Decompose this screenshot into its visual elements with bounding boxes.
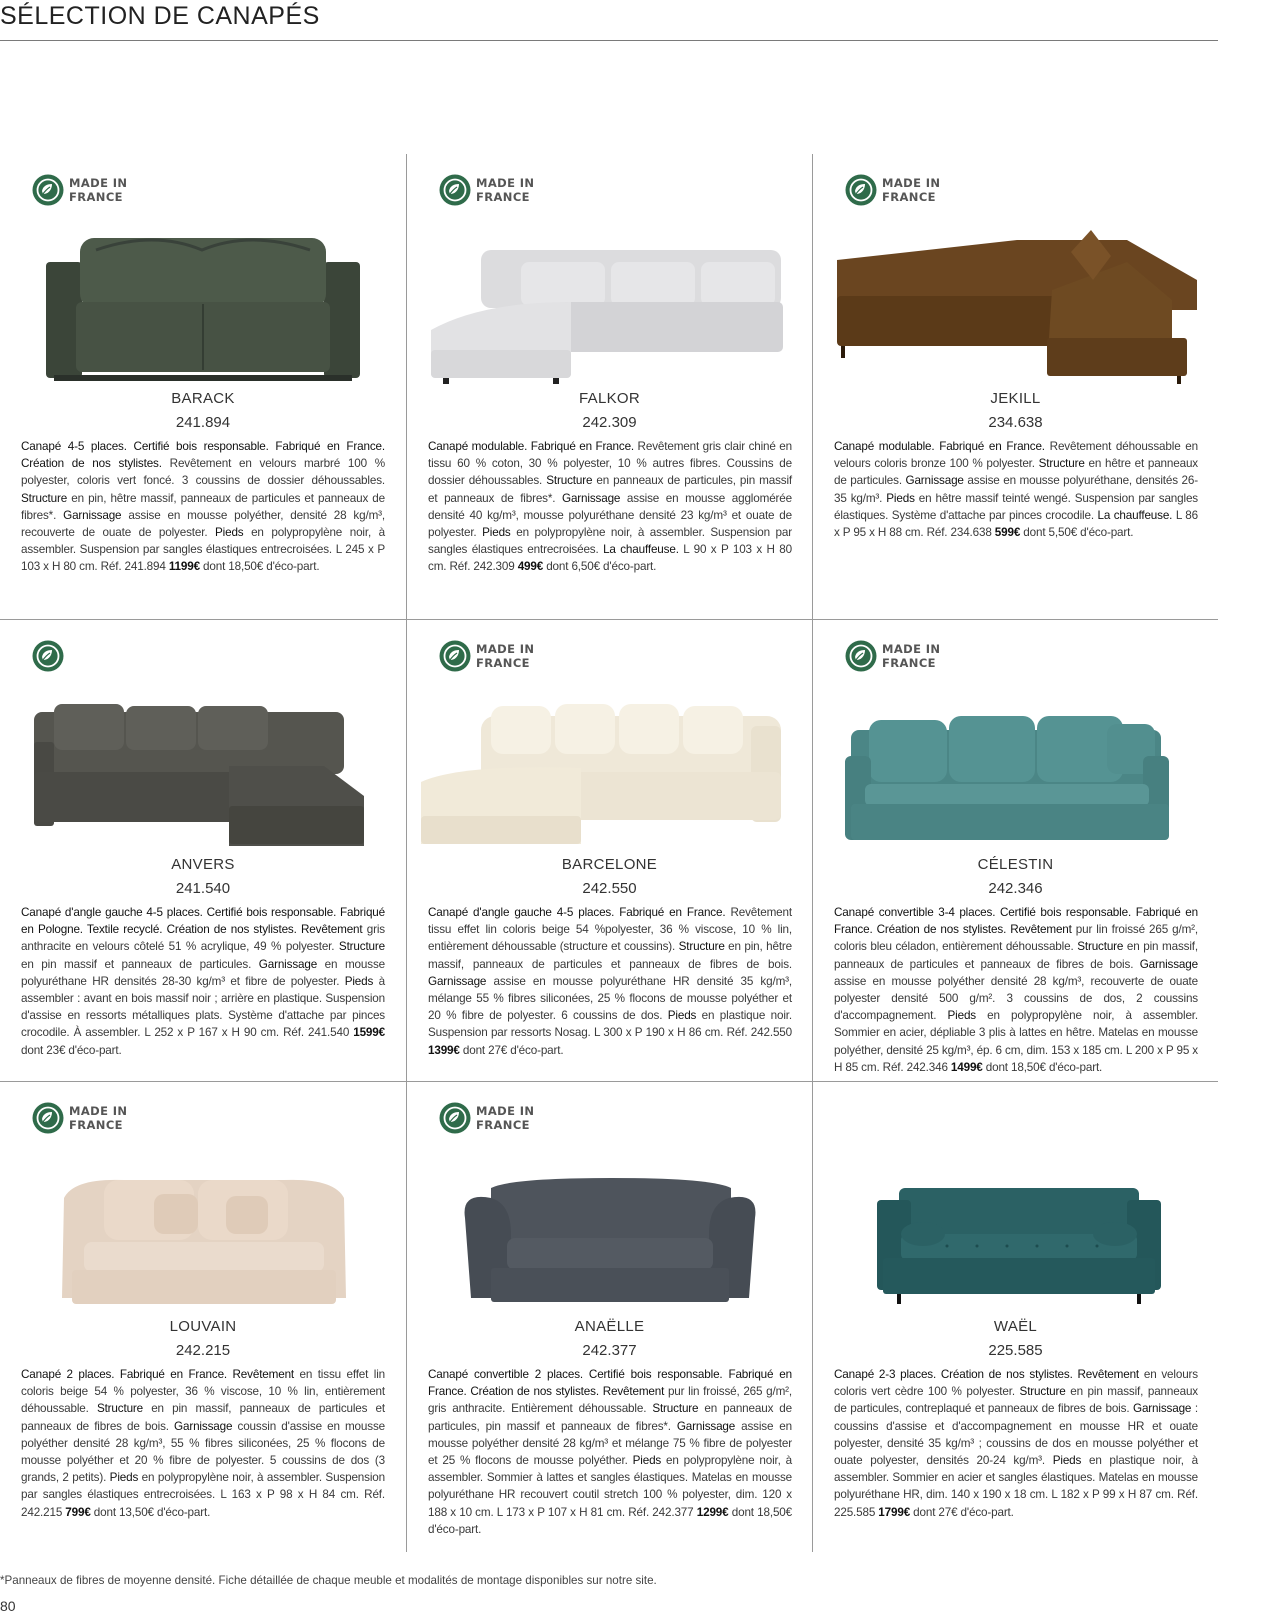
badge-line-2: FRANCE <box>882 190 936 204</box>
globe-leaf-icon <box>845 640 877 672</box>
product-price: 1199€ <box>168 560 200 574</box>
description-highlight: Garnissage <box>1139 957 1198 971</box>
description-highlight: Canapé 2 places. Fabriqué en France. <box>21 1368 228 1381</box>
description-text: en plastique noir, à assembler. Sommier en acier et sangles élastiques. Matelas en mousse polyuréthane HR, dim. 140 x 190 x 18 cm. L 182 x P 99 x H 87 cm. Réf. 225.585 <box>834 1454 1198 1519</box>
globe-leaf-icon <box>32 640 64 672</box>
description-highlight: Structure <box>678 940 725 954</box>
product-card-anaelle <box>406 1082 812 1552</box>
description-text: dont 13,50€ d'éco-part. <box>90 1505 211 1519</box>
product-price: 599€ <box>994 526 1021 540</box>
description-highlight: Revêtement <box>300 923 363 937</box>
product-description <box>428 1366 792 1538</box>
product-price: 1399€ <box>428 1043 460 1057</box>
description-text: en tissu effet lin coloris beige 54 % polyester, 36 % viscose, 10 % lin, entièrement déhoussable. <box>21 1368 385 1416</box>
description-text: pur lin froissé 265 g/m², coloris bleu céladon, entièrement déhoussable. <box>834 923 1198 954</box>
product-reference: 242.550 <box>582 880 637 897</box>
description-text: en plastique noir. Suspension par ressorts Nosag. L 300 x P 190 x H 86 cm. Réf. 242.550 <box>428 1009 792 1040</box>
product-description <box>834 904 1198 1076</box>
description-highlight: Canapé 2-3 places. Création de nos stylistes. <box>834 1368 1073 1381</box>
badge-line-1: MADE IN <box>476 1104 535 1118</box>
product-name: BARACK <box>171 390 235 407</box>
product-price: 1599€ <box>353 1026 385 1040</box>
product-price: 1499€ <box>950 1060 983 1074</box>
description-text: dont 5,50€ d'éco-part. <box>1020 526 1134 540</box>
description-text: en pin, hêtre massif, panneaux de particules et panneaux de fibres*. <box>21 491 385 522</box>
description-highlight: Revêtement <box>602 1385 665 1399</box>
badge-line-2: FRANCE <box>69 1118 123 1132</box>
description-text: assise en mousse polyuréthane, densités 26-35 kg/m³. <box>834 474 1198 505</box>
description-text: Revêtement tissu effet lin coloris beige 54 %polyester, 36 % viscose, 10 % lin, entièrement déhoussable (structure et coussins). <box>428 906 792 954</box>
description-highlight: Pieds <box>667 1009 697 1023</box>
globe-leaf-icon <box>32 1102 64 1134</box>
product-description <box>21 1366 385 1521</box>
description-text: dont 18,50€ d'éco-part. <box>199 560 320 574</box>
description-text: dont 18,50€ d'éco-part. <box>428 1505 793 1536</box>
description-highlight: Garnissage <box>174 1419 233 1433</box>
badge-line-2: FRANCE <box>882 656 936 670</box>
description-text: assise en mousse polyéther densité 28 kg/m³ et mélange 75 % fibre de polyester et 25 % flocons de mousse polyéther. <box>428 1419 792 1468</box>
badge-line-2: FRANCE <box>69 190 123 204</box>
description-text: Revêtement déhoussable en velours coloris bronze 100 % polyester. <box>834 440 1198 471</box>
product-reference: 234.638 <box>988 414 1043 431</box>
description-highlight: Structure <box>338 940 385 954</box>
product-price: 1299€ <box>696 1505 729 1519</box>
description-highlight: Canapé convertible 3-4 places. Certifié bois responsable. Fabriqué en France. Création de nos stylistes. <box>834 906 1198 937</box>
description-highlight: Canapé d'angle gauche 4-5 places. Certifié bois responsable. Fabriqué en Pologne. Textile recyclé. Création de nos stylistes. <box>21 906 385 937</box>
sofa-image <box>827 210 1205 386</box>
description-text: dont 6,50€ d'éco-part. <box>543 560 657 574</box>
badge-line-2: FRANCE <box>476 1118 530 1132</box>
description-highlight: Garnissage <box>676 1419 736 1433</box>
globe-leaf-icon <box>845 174 877 206</box>
description-text: assise en mousse polyéther, densité 28 kg/m³, recouverte de ouate de polyester. <box>21 508 386 540</box>
description-highlight: Structure <box>652 1402 699 1416</box>
product-description <box>428 438 792 576</box>
description-text: dont 18,50€ d'éco-part. <box>982 1060 1103 1074</box>
description-text: à assembler : avant en bois massif noir ; arrière en plastique. Suspension d'assise en ressorts métalliques plats. Système d'attache par pinces crocodile. À assembler. L 252 x P 167 x H 90 cm. Réf. 241.540 <box>21 974 385 1040</box>
description-text: Revêtement en velours marbré 100 % polyester, coloris vert foncé. 3 coussins de dossier déhoussables. <box>21 457 386 488</box>
description-highlight: Pieds <box>482 526 511 540</box>
badge-line-2: FRANCE <box>476 656 530 670</box>
product-name: ANAËLLE <box>574 1318 645 1335</box>
product-description <box>834 1366 1198 1521</box>
description-highlight: Garnissage <box>905 474 964 488</box>
description-text: en polypropylène noir, à assembler. Sommier à lattes et sangles élastiques. Matelas en mousse polyuréthane HR recouvert coutil stretch 100 % polyester, dim. 120 x 188 x 10 cm. L 173 x P 107 x H 81 cm. Réf. 242.377 <box>428 1454 792 1519</box>
product-card-wael <box>812 1082 1218 1552</box>
description-text: en polypropylène noir, à assembler. Suspension par sangles élastiques entrecroisées. L 163 x P 98 x H 84 cm. Réf. 242.215 <box>21 1471 385 1519</box>
product-name: FALKOR <box>579 390 640 407</box>
sofa-image <box>14 210 392 386</box>
description-text: en pin massif et panneaux de particules. <box>21 957 259 971</box>
description-highlight: Garnissage <box>428 974 487 988</box>
product-name: BARCELONE <box>561 856 658 873</box>
product-description <box>21 438 385 576</box>
description-highlight: Garnissage <box>258 957 318 971</box>
made-in-france-badge <box>845 172 952 208</box>
product-name: LOUVAIN <box>169 1318 237 1335</box>
description-text: en velours coloris vert cèdre 100 % polyester. <box>834 1368 1198 1399</box>
product-reference: 241.540 <box>175 880 231 897</box>
sofa-image <box>14 1138 392 1314</box>
description-text: L 86 x P 95 x H 88 cm. Réf. 234.638 <box>834 508 1198 540</box>
description-highlight: Structure <box>1019 1385 1066 1399</box>
product-price: 799€ <box>65 1505 91 1519</box>
description-text: en mousse polyuréthane HR densités 28-30 kg/m³ et fibre de polyester. <box>21 957 385 988</box>
sofa-image <box>421 210 799 386</box>
description-text: L 90 x P 103 x H 80 cm. Réf. 242.309 <box>428 543 792 574</box>
badge-line-1: MADE IN <box>69 1104 128 1118</box>
description-text: en pin massif, panneaux de particules et panneaux de fibres de bois. <box>21 1402 385 1433</box>
product-price: 499€ <box>517 560 544 574</box>
product-description <box>834 438 1198 541</box>
product-name: ANVERS <box>171 856 235 873</box>
description-text: en hêtre massif teinté wengé. Suspension par sangles élastiques. Système d'attache par pinces crocodile. <box>834 491 1198 522</box>
product-description <box>428 904 792 1059</box>
description-highlight: Structure <box>1038 457 1085 471</box>
product-card-falkor <box>406 154 812 619</box>
description-highlight: Canapé convertible 2 places. Certifié bois responsable. Fabriqué en France. Création de nos stylistes. <box>428 1368 792 1399</box>
product-reference: 225.585 <box>988 1342 1043 1359</box>
description-text: en panneaux de particules, pin massif et panneaux de fibres*. <box>428 1402 792 1433</box>
description-highlight: Canapé modulable. Fabriqué en France. <box>834 440 1045 453</box>
description-text: pur lin froissé, 265 g/m², gris anthracite. Entièrement déhoussable. <box>428 1385 792 1416</box>
globe-leaf-icon <box>32 174 64 206</box>
description-text: dont 27€ d'éco-part. <box>459 1043 564 1057</box>
product-reference: 242.215 <box>175 1342 231 1359</box>
badge-line-1: MADE IN <box>476 642 535 656</box>
description-text: en panneaux de particules, pin massif et panneaux de fibres*. <box>428 474 793 505</box>
description-highlight: Structure <box>21 491 68 505</box>
description-highlight: Pieds <box>886 491 915 505</box>
description-text: assise en mousse agglomérée densité 40 kg/m³, mousse polyuréthane densité 23 kg/m³ et ouate de polyester. <box>428 491 792 540</box>
description-highlight: Garnissage <box>562 491 621 505</box>
badge-line-1: MADE IN <box>69 176 128 190</box>
description-text: dont 27€ d'éco-part. <box>910 1505 1014 1519</box>
made-in-france-badge <box>439 638 546 674</box>
product-card-anvers <box>0 620 406 1081</box>
badge-line-1: MADE IN <box>476 176 535 190</box>
product-name: CÉLESTIN <box>977 856 1054 873</box>
description-text: coussin d'assise en mousse polyéther densité 28 kg/m³, 55 % fibres siliconées, 25 % flocons de mousse polyéther et 20 % fibre de polyester. 5 coussins de dos (3 grands, 2 petits). <box>21 1419 385 1485</box>
description-highlight: Garnissage <box>63 508 122 522</box>
description-text: : coussins d'assise et d'accompagnement en mousse HR et ouate polyester, densité 35 kg/m³ ; coussins de dos en mousse polyéther et ouate polyester, densités 20-24 kg/m³. <box>834 1402 1198 1468</box>
description-highlight: Revêtement <box>1010 923 1072 937</box>
badge-line-2: FRANCE <box>476 190 530 204</box>
sofa-image <box>421 676 799 852</box>
description-text: assise en mousse polyéther densité 28 kg/m³, recouverte de ouate polyester densité 500 g/m². 3 coussins de dos, 2 coussins d'accompagnement. <box>834 974 1198 1023</box>
sofa-image <box>421 1138 799 1314</box>
description-highlight: Revêtement <box>232 1368 295 1381</box>
product-name: WAËL <box>993 1318 1038 1335</box>
made-in-france-badge <box>439 172 546 208</box>
product-description <box>21 904 385 1059</box>
sofa-image <box>827 1138 1205 1314</box>
page-number: 80 <box>0 1598 16 1614</box>
description-highlight: Pieds <box>344 974 374 988</box>
product-card-barack <box>0 154 406 619</box>
badge-line-1: MADE IN <box>882 642 941 656</box>
description-highlight: Pieds <box>632 1454 662 1468</box>
product-reference: 242.377 <box>582 1342 637 1359</box>
eco-badge <box>32 638 64 674</box>
product-card-louvain <box>0 1082 406 1552</box>
description-highlight: Pieds <box>109 1471 139 1485</box>
product-card-barcelone <box>406 620 812 1081</box>
product-row <box>0 620 1218 1082</box>
product-reference: 242.346 <box>988 880 1043 897</box>
made-in-france-badge <box>845 638 952 674</box>
product-grid <box>0 154 1218 1552</box>
description-text: en polypropylène noir, à assembler. Suspension par sangles élastiques entrecroisées. L 245 x P 103 x H 80 cm. Réf. 241.894 <box>21 526 385 574</box>
description-text: en polypropylène noir, à assembler. Sommier en acier, dépliable 3 plis à lattes en hêtre. Matelas en mousse polyéther, densité 25 kg/m³, ép. 6 cm, dim. 153 x 185 cm. L 200 x P 95 x H 85 cm. Réf. 242.346 <box>834 1009 1198 1074</box>
description-highlight: Canapé 4-5 places. Certifié bois responsable. Fabriqué en France. Création de nos stylistes. <box>21 440 385 471</box>
description-highlight: Structure <box>546 474 593 488</box>
description-text: gris anthracite en velours côtelé 51 % acrylique, 49 % polyester. <box>21 923 385 954</box>
made-in-france-badge <box>439 1100 546 1136</box>
description-highlight: Pieds <box>947 1009 976 1023</box>
product-card-jekill <box>812 154 1218 619</box>
description-text: en polypropylène noir, à assembler. Suspension par sangles élastiques entrecroisées. <box>428 526 792 557</box>
sofa-image <box>14 676 392 852</box>
description-highlight: Pieds <box>1052 1454 1082 1468</box>
product-row <box>0 1082 1218 1552</box>
badge-line-1: MADE IN <box>882 176 941 190</box>
description-text: en pin massif, panneaux de particules, contreplaqué et panneaux de fibres de bois. <box>834 1385 1198 1416</box>
description-text: en hêtre et panneaux de particules. <box>834 457 1198 488</box>
description-text: en pin, hêtre massif, panneaux de particules et panneaux de fibres de bois. <box>428 940 793 971</box>
product-price: 1799€ <box>878 1505 911 1519</box>
description-highlight: Structure <box>96 1402 144 1416</box>
product-reference: 242.309 <box>582 414 637 431</box>
description-highlight: Revêtement <box>1077 1368 1140 1381</box>
title-divider <box>0 40 1218 41</box>
description-highlight: Garnissage <box>1133 1402 1192 1416</box>
globe-leaf-icon <box>439 1102 471 1134</box>
description-highlight: Canapé d'angle gauche 4-5 places. Fabriqué en France. <box>428 906 726 919</box>
description-highlight: La chauffeuse. <box>1097 508 1173 522</box>
description-text: assise en mousse polyuréthane HR densité 35 kg/m³, mélange 55 % fibres siliconées, 25 % flocons de mousse polyéther et 20 % fibre de polyester. 6 coussins de dos. <box>428 974 792 1023</box>
description-text: en pin massif, panneaux de particules et panneaux de fibres de bois. <box>834 940 1199 971</box>
description-text: dont 23€ d'éco-part. <box>21 1043 122 1057</box>
globe-leaf-icon <box>439 640 471 672</box>
sofa-image <box>827 676 1205 852</box>
product-card-celestin <box>812 620 1218 1081</box>
page-title: SÉLECTION DE CANAPÉS <box>0 2 320 30</box>
made-in-france-badge <box>32 1100 139 1136</box>
description-highlight: Structure <box>1077 940 1124 954</box>
product-row <box>0 154 1218 620</box>
description-highlight: La chauffeuse. <box>603 543 679 557</box>
product-reference: 241.894 <box>175 414 231 431</box>
globe-leaf-icon <box>439 174 471 206</box>
made-in-france-badge <box>32 172 139 208</box>
description-highlight: Canapé modulable. Fabriqué en France. <box>428 440 635 453</box>
footnote: *Panneaux de fibres de moyenne densité. Fiche détaillée de chaque meuble et modalités de montage disponibles sur notre site. <box>0 1574 657 1587</box>
description-text: Revêtement gris clair chiné en tissu 60 % coton, 30 % polyester, 10 % autres fibres. Coussins de dossier déhoussables. <box>428 440 792 488</box>
product-name: JEKILL <box>990 390 1041 407</box>
description-highlight: Pieds <box>215 526 244 540</box>
